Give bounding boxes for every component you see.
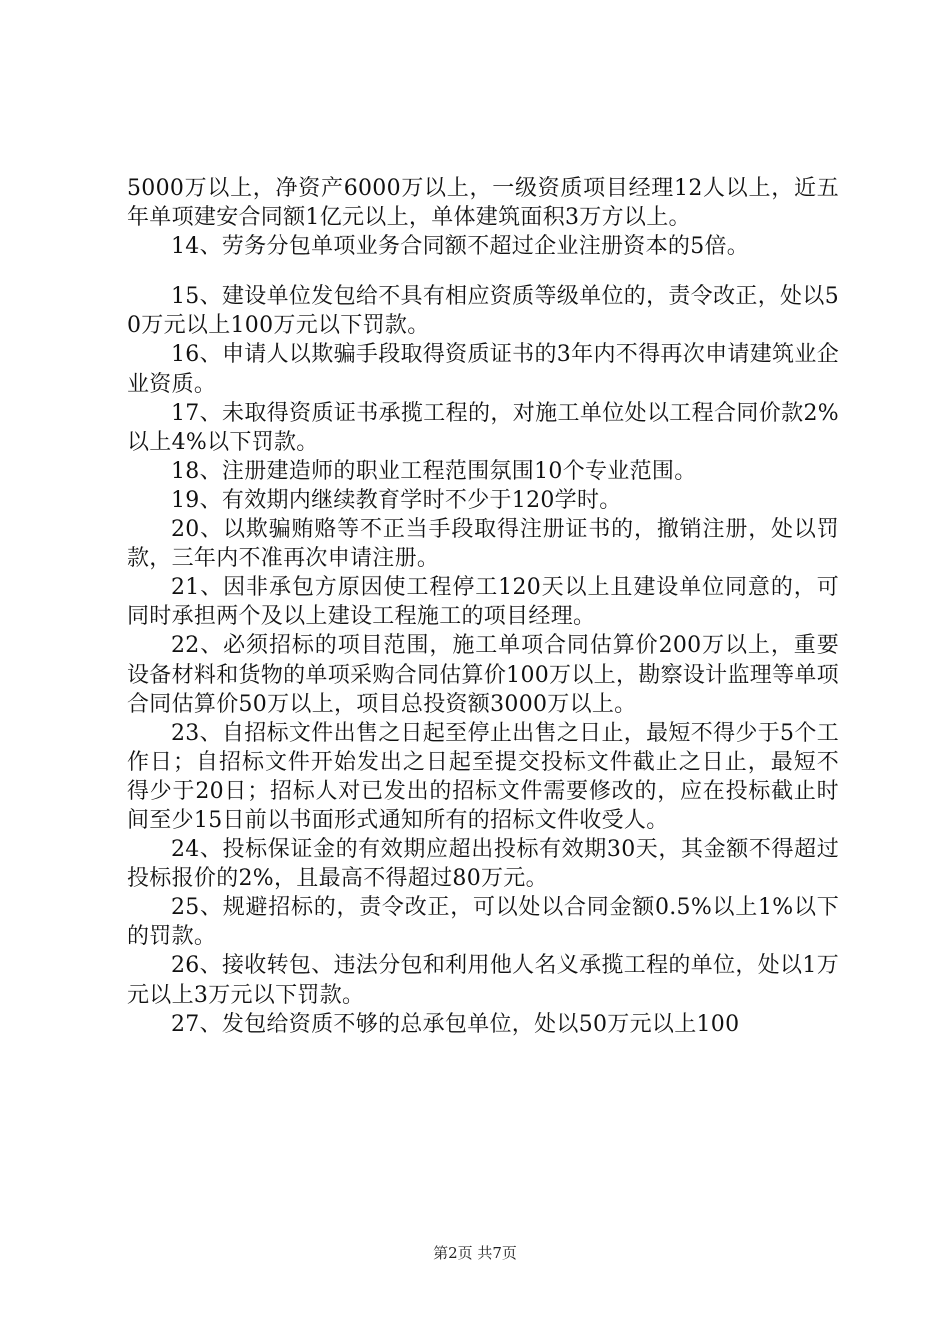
page-number-footer: 第2页 共7页 [433, 1244, 517, 1262]
paragraph-20: 20、以欺骗贿赂等不正当手段取得注册证书的，撤销注册，处以罚款，三年内不准再次申请注册。 [127, 517, 839, 572]
paragraph-15: 15、建设单位发包给不具有相应资质等级单位的，责令改正，处以50万元以上100万元以下罚款。 [127, 284, 839, 339]
paragraph-17: 17、未取得资质证书承揽工程的，对施工单位处以工程合同价款2%以上4%以下罚款。 [127, 400, 839, 455]
paragraph-26: 26、接收转包、违法分包和利用他人名义承揽工程的单位，处以1万元以上3万元以下罚款。 [127, 953, 839, 1008]
paragraph-24: 24、投标保证金的有效期应超出投标有效期30天，其金额不得超过投标报价的2%，且最高不得超过80万元。 [127, 837, 839, 892]
paragraph-18: 18、注册建造师的职业工程范围氛围10个专业范围。 [171, 458, 697, 484]
paragraph-25: 25、规避招标的，责令改正，可以处以合同金额0.5%以上1%以下的罚款。 [127, 895, 839, 950]
document-body [127, 174, 839, 1039]
paragraph-23: 23、自招标文件出售之日起至停止出售之日止，最短不得少于5个工作日；自招标文件开始发出之日起至提交投标文件截止之日止，最短不得少于20日；招标人对已发出的招标文件需要修改的，应在投标截止时间至少15日前以书面形式通知所有的招标文件收受人。 [127, 720, 839, 833]
paragraph-27: 27、发包给资质不够的总承包单位，处以50万元以上100 [171, 1011, 740, 1037]
paragraph-19: 19、有效期内继续教育学时不少于120学时。 [171, 487, 622, 513]
paragraph-14: 14、劳务分包单项业务合同额不超过企业注册资本的5倍。 [171, 234, 750, 260]
paragraph-22: 22、必须招标的项目范围，施工单项合同估算价200万以上，重要设备材料和货物的单项采购合同估算价100万以上，勘察设计监理等单项合同估算价50万以上，项目总投资额3000万以上。 [127, 633, 839, 717]
paragraph-21: 21、因非承包方原因使工程停工120天以上且建设单位同意的，可同时承担两个及以上建设工程施工的项目经理。 [127, 575, 839, 630]
paragraph-continuation: 5000万以上，净资产6000万以上，一级资质项目经理12人以上，近五年单项建安合同额1亿元以上，单体建筑面积3万方以上。 [127, 176, 839, 231]
paragraph-16: 16、申请人以欺骗手段取得资质证书的3年内不得再次申请建筑业企业资质。 [127, 342, 839, 397]
